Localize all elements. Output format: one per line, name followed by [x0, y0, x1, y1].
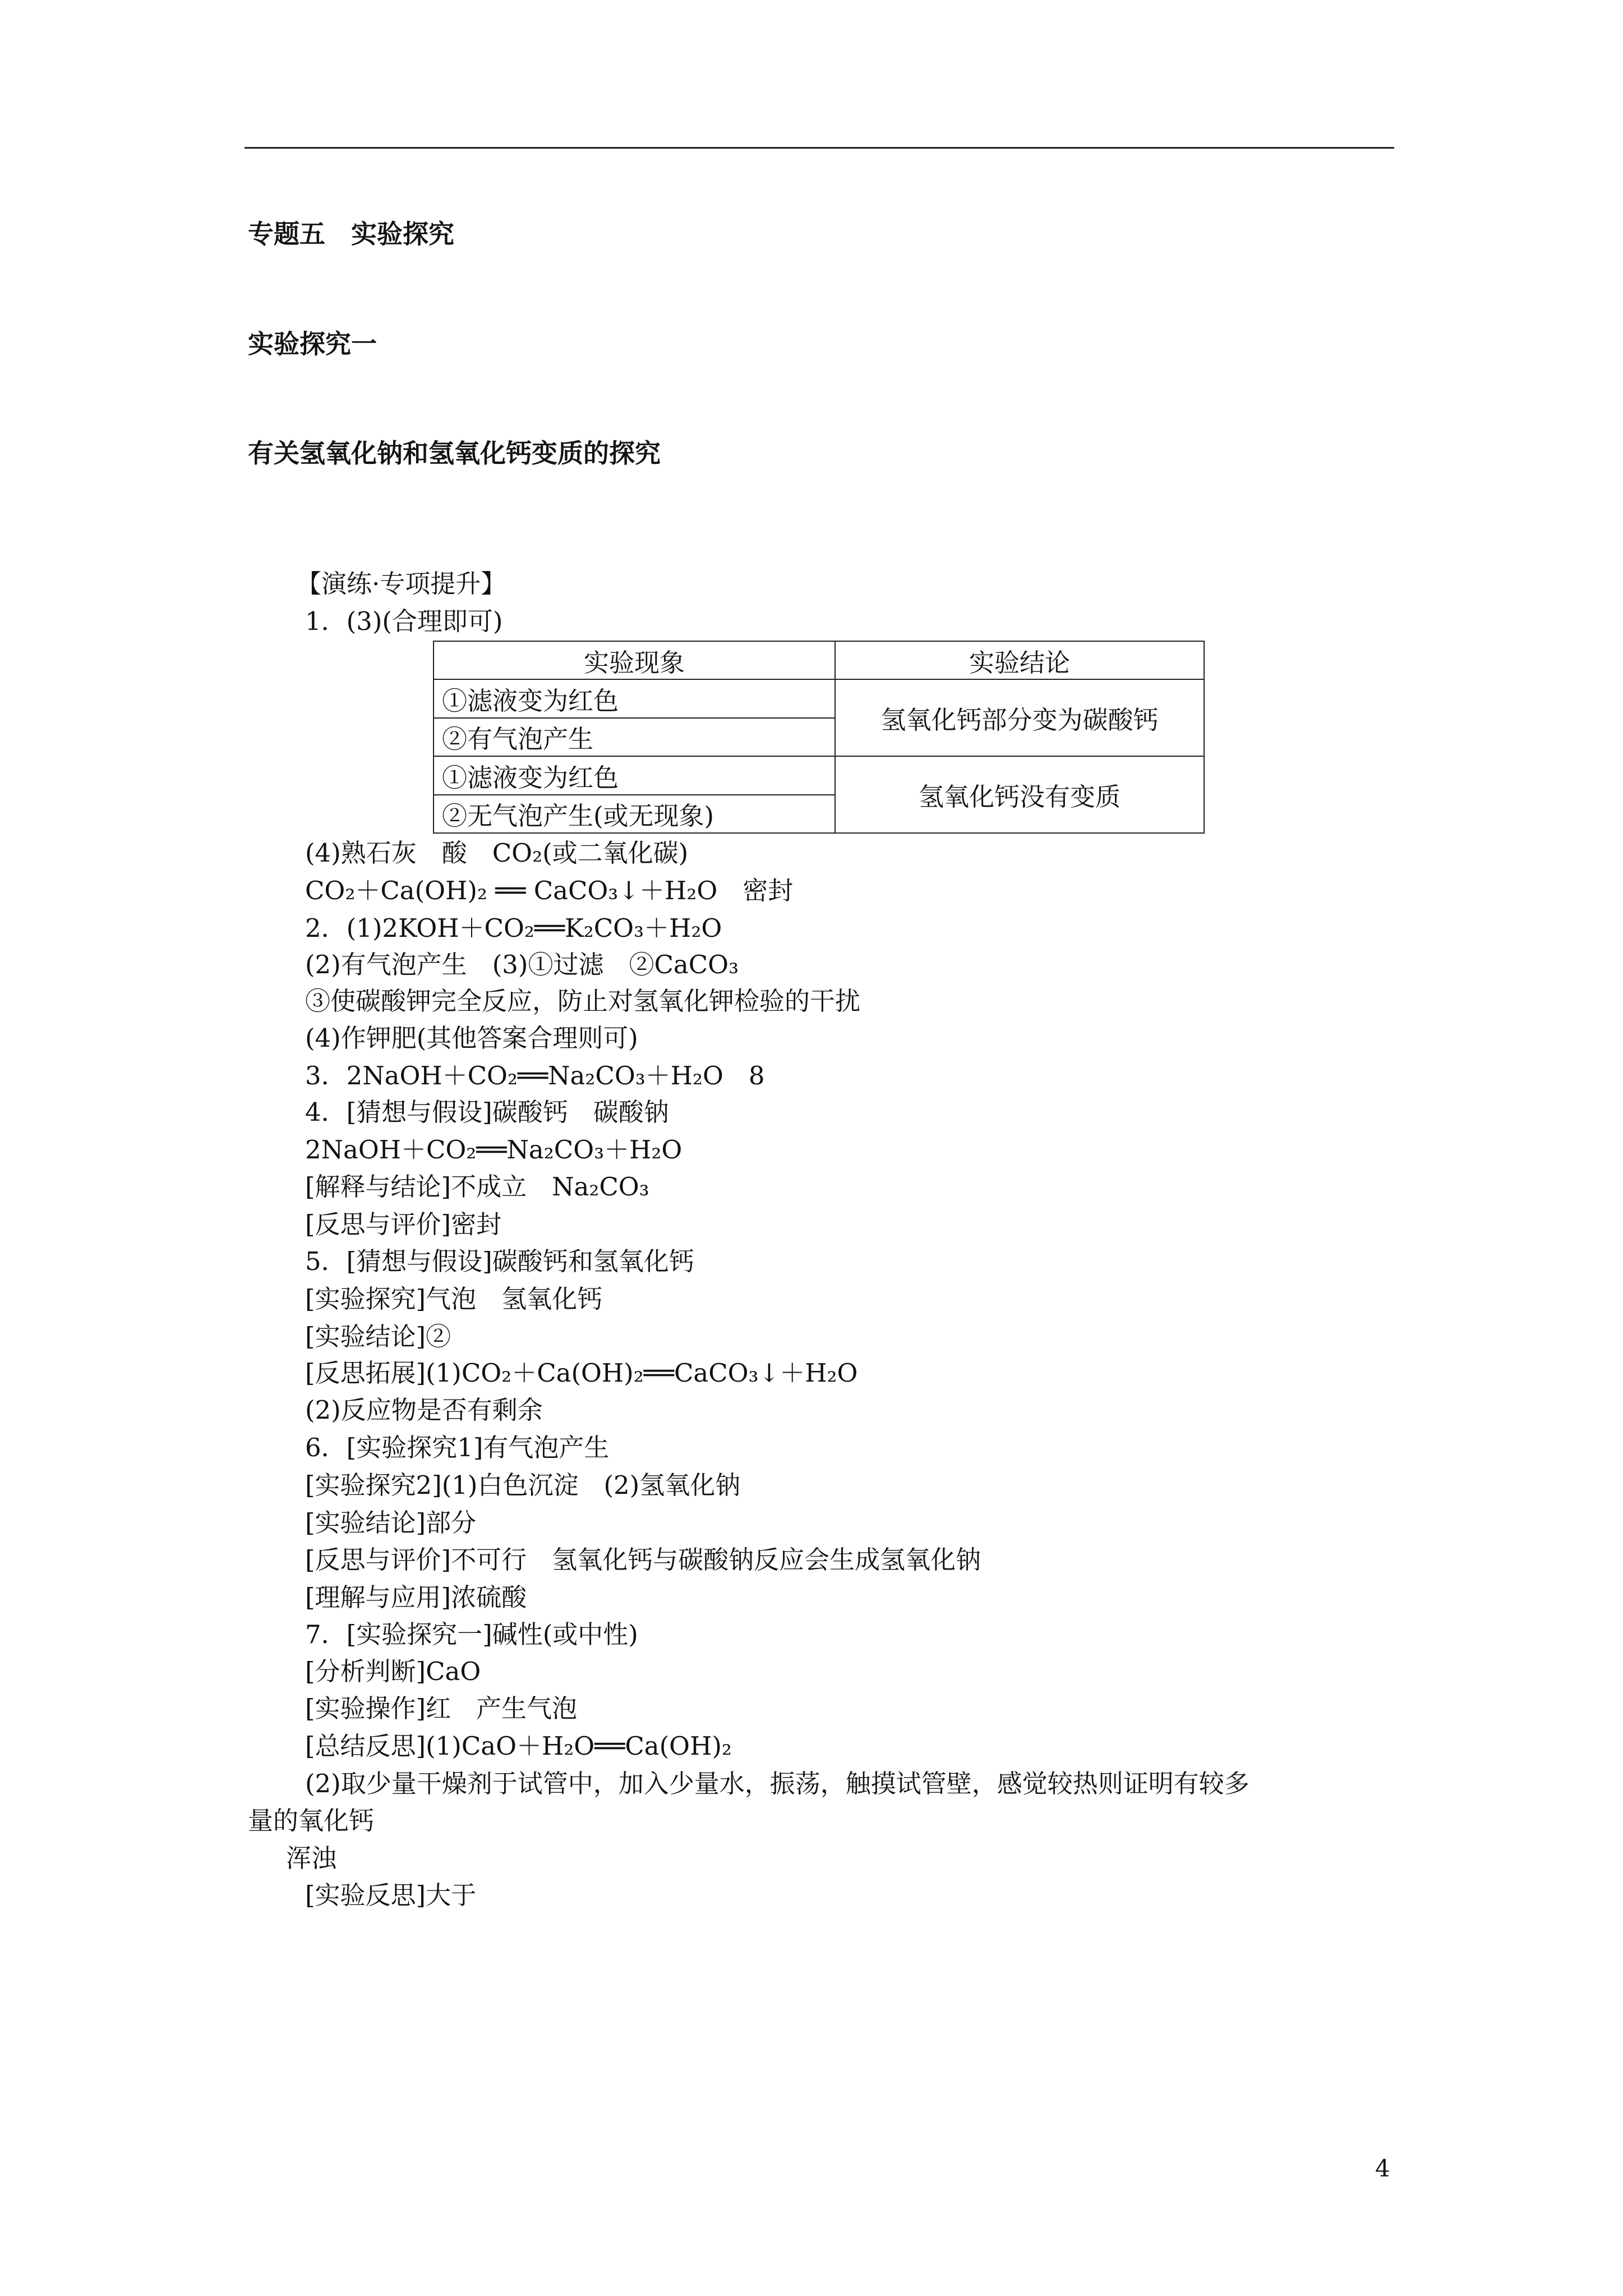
answer-line: 4．[猜想与假设]碳酸钙 碳酸钠 [305, 1097, 669, 1127]
answer-line: ③使碳酸钾完全反应，防止对氢氧化钾检验的干扰 [305, 986, 861, 1016]
answer-line: [实验反思]大于 [305, 1880, 477, 1910]
answer-line: [理解与应用]浓硫酸 [305, 1582, 527, 1612]
section-title: 实验探究一 [248, 329, 377, 359]
answer-line: 2．(1)2KOH＋CO₂══K₂CO₃＋H₂O [305, 913, 722, 943]
answer-line: [实验探究]气泡 氢氧化钙 [305, 1284, 603, 1314]
answer-line: 5．[猜想与假设]碳酸钙和氢氧化钙 [305, 1246, 694, 1276]
answer-line: 7．[实验探究一]碱性(或中性) [305, 1619, 638, 1649]
table-header-row [434, 641, 1204, 679]
answer-line: [实验结论]部分 [305, 1508, 477, 1538]
q1-intro: 1．(3)(合理即可) [305, 606, 503, 636]
practice-label: 【演练·专项提升】 [296, 569, 506, 599]
phenomenon-cell: ①滤液变为红色 [434, 679, 835, 717]
answer-line: (4)作钾肥(其他答案合理则可) [305, 1023, 638, 1053]
answer-line: CO₂＋Ca(OH)₂ ══ CaCO₃↓＋H₂O 密封 [305, 876, 794, 905]
phenomenon-cell: ②有气泡产生 [434, 718, 835, 756]
answer-line: (2)反应物是否有剩余 [305, 1395, 543, 1425]
table-row [434, 679, 1204, 717]
results-table [433, 641, 1205, 834]
answer-line: [反思与评价]不可行 氢氧化钙与碳酸钠反应会生成氢氧化钠 [305, 1545, 981, 1575]
chapter-title: 专题五 实验探究 [248, 219, 454, 249]
answer-line: 量的氧化钙 [248, 1806, 375, 1835]
answer-line: [反思与评价]密封 [305, 1209, 502, 1239]
page-number: 4 [1375, 2155, 1390, 2182]
answer-line: 2NaOH＋CO₂══Na₂CO₃＋H₂O [305, 1135, 683, 1165]
answer-line: [反思拓展](1)CO₂＋Ca(OH)₂══CaCO₃↓＋H₂O [305, 1358, 858, 1388]
answer-line: [实验探究2](1)白色沉淀 (2)氢氧化钠 [305, 1470, 741, 1500]
answer-line: 6．[实验探究1]有气泡产生 [305, 1433, 610, 1462]
phenomenon-cell: ①滤液变为红色 [434, 756, 835, 794]
answer-line: [分析判断]CaO [305, 1657, 481, 1686]
answer-line: 3．2NaOH＋CO₂══Na₂CO₃＋H₂O 8 [305, 1061, 765, 1091]
answer-line: [总结反思](1)CaO＋H₂O══Ca(OH)₂ [305, 1731, 732, 1761]
conclusion-cell: 氢氧化钙部分变为碳酸钙 [835, 679, 1204, 756]
phenomenon-cell: ②无气泡产生(或无现象) [434, 795, 835, 833]
conclusion-cell: 氢氧化钙没有变质 [835, 756, 1204, 833]
table-row [434, 756, 1204, 794]
header-phenomenon: 实验现象 [434, 641, 835, 679]
answer-line: (4)熟石灰 酸 CO₂(或二氧化碳) [305, 838, 689, 868]
answer-line: [解释与结论]不成立 Na₂CO₃ [305, 1172, 649, 1202]
answer-line: (2)有气泡产生 (3)①过滤 ②CaCO₃ [305, 950, 739, 979]
topic-title: 有关氢氧化钠和氢氧化钙变质的探究 [248, 438, 661, 468]
header-rule [245, 147, 1394, 149]
header-conclusion: 实验结论 [835, 641, 1204, 679]
answer-line: 浑浊 [286, 1843, 337, 1873]
answer-line: (2)取少量干燥剂于试管中，加入少量水，振荡，触摸试管壁，感觉较热则证明有较多 [305, 1769, 1249, 1798]
answer-line: [实验结论]② [305, 1322, 451, 1351]
answer-line: [实验操作]红 产生气泡 [305, 1694, 578, 1723]
